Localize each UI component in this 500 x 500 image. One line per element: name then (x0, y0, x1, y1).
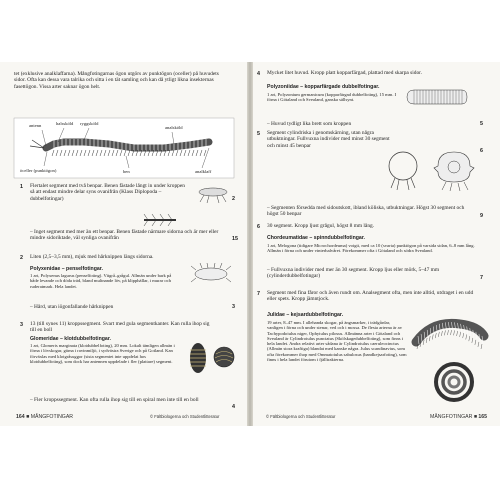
key-1-alt-next: 15 (232, 236, 238, 242)
right-section-title: MÅNGFOTINGAR (430, 414, 473, 420)
left-credit: © Fältbiologerna och Studentlitteratur (150, 414, 220, 419)
polyxenidae-desc: 1 art, Polyxenus lagurus (penselfoting). Vitgrå–grågul. Allmän under bark på både levande och döda träd, bland multnande löv, på klipphällar, i murar och ruderatmark. Hela landet. (30, 273, 172, 289)
julidae-desc: 19 arter, 8–47 mm. I allehanda skogar, på ängsmarker, i trädgårdar, vanligen i förna och under stenar, ved och i mossa. De flesta arterna är av Tachypodoiulus niger, Ophyiulus pilosus. Allmänna arter i Götaland och Svealand är Cylindroiulus punctatus (Skölskagedubbelfoting), som finns i hela landet. Andra relativt arter sådana är Cylindroiulus caeruleocinctus (Allmän stora kraftiga) blandat med kanske några. Julus scandinavius, som ofta förekommer ihop med Ommatoiulus sabulosus (bandkejsarfoting), som finns i hela landet förutom i fjälltrakterna. (267, 320, 407, 363)
glomeridae-desc: 1 art, Glomeris marginata (klotdubbelfoting), 20 mm. Lokalt tämligen allmän i förna i lövskogar, gärna i ravinmiljö, i sydvästra Sverige och på Gotland. Kan förväxlas med klotgråsuggor (sista segmentet inte uppdelat hos klotdubbelfoting), som dock har antennen uppdelade i fler (plattare) segment. (30, 343, 175, 364)
key-3-alt: – Fler kroppssegment. Kan ofta rulla ihop sig till en spiral men inte till en boll (30, 397, 199, 403)
key-4-alt-next: 5 (480, 121, 483, 127)
key-5-next: 6 (480, 148, 483, 154)
family-glomeridae: Glomeridae – klotdubbelfotingar. (30, 336, 111, 342)
key-number-3: 3 (20, 322, 23, 328)
label-oceller: öceller (punktögon) (20, 168, 57, 173)
key-5-alt-next: 9 (480, 213, 483, 219)
key-5-alt: – Segmenten försedda med sidoutskott, ibland köliska, utbuktningar. Högst 30 segment och högst 50 benpar (267, 205, 465, 218)
diplopod-leg-icon (196, 186, 230, 204)
polyxenus-illustration (190, 262, 232, 286)
chordeumatidae-desc: 1 art, Melogona (tidigare Microchordeuma) voigti, med ca 10 (svarta) punktögon på varsida sidan, 6–8 mm lång. Allmän i förna och under vinterhalvåret. Förekommer ofta i Götaland och södra Svealand. (267, 243, 475, 254)
right-page-number: 165 (478, 414, 488, 420)
polyzoniidae-desc: 1 art, Polyzonium germanicum (kopparfärgad dubbelfoting), 15 mm. I förna i Götaland och Svealand, ganska sällsynt. (267, 92, 397, 103)
key-2-text: Liten (2,5–3,5 mm), mjuk med hårknippen längs sidorna. (30, 254, 154, 260)
key-number-7: 7 (257, 291, 260, 297)
key-7-text: Segment med fina fåror och även rundt om. Analsegment ofta, men inte alltid, utdraget i en udd eller spets. Kropp jämntjock. (267, 290, 474, 303)
key-4-alt: – Huvud tydligt lika brett som kroppen (267, 121, 352, 127)
key-1-alt: – Inget segment med mer än ett benpar. Benen fästade närmare sidorna och är mer eller mindre sidoriktade, väl synliga ovanifrån (30, 229, 219, 242)
left-page (0, 62, 249, 426)
julidae-illustration (412, 312, 488, 354)
key-2-alt: – Hård, utan iögonfallande hårknippen (30, 304, 114, 310)
left-footer: 164 ■ MÅNGFOTINGAR (16, 414, 74, 420)
label-analskold: analsköld (165, 125, 183, 130)
polyzonium-illustration (404, 86, 470, 108)
glomeris-illustration (186, 340, 210, 376)
cross-section-round-illustration (383, 148, 423, 192)
book-spine (247, 62, 253, 426)
right-credit: © Fältbiologerna och Studentlitteratur (266, 414, 336, 419)
key-number-4: 4 (257, 71, 260, 77)
key-number-6: 6 (257, 224, 260, 230)
intro-paragraph: tet (exklusive analklaffarna). Mångfotingarnas ögon utgörs av punktögon (oceller) på huvudets sidor. Ofta kan dessa vara talrika och sitta i en tät samling och kan då ytligt likna insekternas fasettögon. Vissa arter saknar ögon helt. (14, 71, 219, 90)
label-ryggskold: ryggsköld (80, 121, 99, 126)
key-number-1: 1 (20, 184, 23, 190)
key-6-text: 30 segment. Kropp ljust grågul, högst 8 mm lång. (267, 223, 375, 229)
key-4-text: Mycket litet huvud. Kropp platt kopparfärgad, plattad med skarpa sidor. (267, 70, 422, 76)
label-ben: ben (123, 169, 130, 174)
glomeris-ball-illustration (212, 345, 236, 369)
left-section-title: MÅNGFOTINGAR (30, 414, 74, 420)
key-1-next: 2 (232, 196, 235, 202)
family-chordeumatidae: Chordeumatidae – spinndubbelfotingar. (267, 235, 365, 241)
key-2-alt-next: 3 (232, 304, 235, 310)
key-6-alt: – Fullvuxna individer med mer än 30 segment. Kropp ljus eller mörk, 5–47 mm (cylinderdubbelfotingar) (267, 267, 440, 280)
left-page-number: 164 (16, 414, 25, 420)
key-3-alt-next: 4 (232, 404, 235, 410)
cross-section-keeled-illustration (432, 148, 476, 192)
julidae-spiral-illustration (432, 360, 476, 404)
key-3-text: 13 (till synes 11) kroppssegment. Svart med gula segmentkanter. Kan rulla ihop sig till en boll (30, 321, 210, 334)
family-polyzoniidae: Polyzoniidae – kopparfärgade dubbelfotingar. (267, 84, 380, 90)
chilopod-leg-icon (140, 212, 180, 228)
label-antenn: antenn (29, 123, 42, 128)
key-number-5: 5 (257, 131, 260, 137)
right-footer: MÅNGFOTINGAR ■ 165 (430, 414, 488, 420)
family-julidae: Julidae – kejsardubbelfotingar. (267, 312, 344, 318)
key-5-text: Segment cylindriska i genomskärning, utan några utbuktningar. Fullvuxna individer med minst 30 segment och minst 45 benpar (267, 130, 390, 149)
family-polyxenidae: Polyxenidae – penselfotingar. (30, 266, 103, 272)
key-6-alt-next: 7 (480, 275, 483, 281)
key-number-2: 2 (20, 255, 23, 261)
key-1-text: Flertalet segment med två benpar. Benen fästade långt in under kroppen så att endast mindre delar syns ovanifrån (Klass Diplopoda – dubbelfotingar) (30, 183, 185, 202)
label-halsskold: halssköld (56, 121, 74, 126)
label-analklaff: analklaff (195, 169, 212, 174)
